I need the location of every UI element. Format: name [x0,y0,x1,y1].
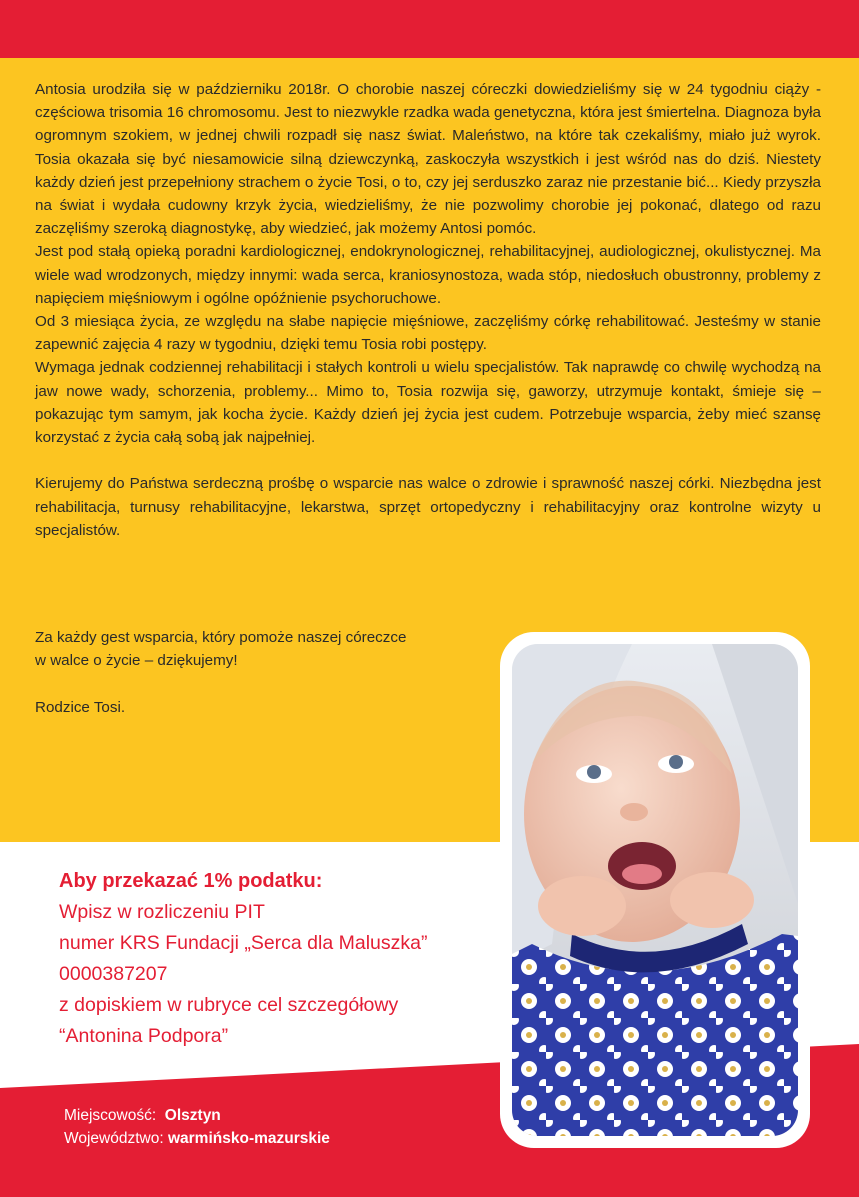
city-row [64,1104,330,1127]
beneficiary-name: “Antonina Podpora” [59,1025,229,1047]
closing-line: w walce o życie – dziękujemy! [35,652,238,670]
krs-number: 0000387207 [59,963,168,985]
tax-line: Wpisz w rozliczeniu PIT [59,901,265,923]
closing-line: Za każdy gest wsparcia, który pomoże naszej córeczce [35,629,407,646]
photo-frame [500,632,810,1148]
story-paragraph: Od 3 miesiąca życia, ze względu na słabe napięcie mięśniowe, zaczęliśmy córkę rehabilitować. Jesteśmy w stanie zapewnić zajęcia 4 razy w tygodniu, dzięki temu Tosia robi postępy. [35,313,821,354]
child-photo [512,644,798,1136]
tax-line: numer KRS Fundacji „Serca dla Maluszka” [59,932,428,954]
story-paragraph: Jest pod stałą opieką poradni kardiologicznej, endokrynologicznej, rehabilitacyjnej, audiologicznej, okulistycznej. Ma wiele wad wrodzonych, między innymi: wada serca, kraniosynostoza, wada stóp, niedosłuch obustronny, problemy z napięciem mięśniowym i ogólne opóźnienie psychoruchowe. [35,243,821,307]
story-paragraph: Antosia urodziła się w październiku 2018r. O chorobie naszej córeczki dowiedzieliśmy się w 24 tygodniu ciąży - częściowa trisomia 16 chromosomu. Jest to niezwykle rzadka wada genetyczna, która jest śmiertelna. Diagnoza była ogromnym szokiem, w jednej chwili rozpadł się nasz świat. Maleństwo, na które tak czekaliśmy, miało już wyrok. Tosia okazała się być niesamowicie silną dziewczynką, zaskoczyła wszystkich i jest wśród nas do dziś. Niestety każdy dzień jest przepełniony strachem o życie Tosi, o to, czy jej serduszko zaraz nie przestanie bić... Kiedy przyszła na świat i wydała cudowny krzyk życia, wiedzieliśmy, że nie pozwolimy chorobie jej pokonać, dlatego od razu zaczęliśmy szeroką diagnostykę, aby wiedzieć, jak możemy Antosi pomóc. [35,81,821,238]
location-info [64,1104,330,1150]
signature: Rodzice Tosi. [35,698,126,716]
appeal-paragraph: Kierujemy do Państwa serdeczną prośbę o wsparcie nas walce o zdrowie i sprawność naszej córki. Niezbędna jest rehabilitacja, turnusy rehabilitacyjne, lekarstwa, sprzęt ortopedyczny i rehabilitacyjny oraz kontrolne wizyty u specjalistów. [35,475,821,539]
top-red-band [0,0,859,58]
story-text [35,78,821,542]
tax-line: z dopiskiem w rubryce cel szczegółowy [59,994,399,1016]
story-paragraph: Wymaga jednak codziennej rehabilitacji i stałych kontroli u wielu specjalistów. Tak naprawdę co chwilę wychodzą na jaw nowe wady, schorzenia, problemy... Mimo to, Tosia rozwija się, gaworzy, utrzymuje kontakt, śmieje się – pokazując tym samym, jak kocha życie. Każdy dzień jej życia jest cudem. Potrzebuje wsparcia, żeby mieć szansę korzystać z życia całą sobą jak najpełniej. [35,359,821,447]
tax-heading: Aby przekazać 1% podatku: [59,870,323,892]
city-label: Miejscowość: [64,1107,157,1124]
city-value: Olsztyn [164,1107,221,1124]
region-row [64,1127,330,1150]
region-value: warmińsko-mazurskie [167,1130,330,1147]
tax-info [59,866,499,1052]
closing-text [35,626,515,719]
region-label: Województwo: [64,1130,164,1147]
